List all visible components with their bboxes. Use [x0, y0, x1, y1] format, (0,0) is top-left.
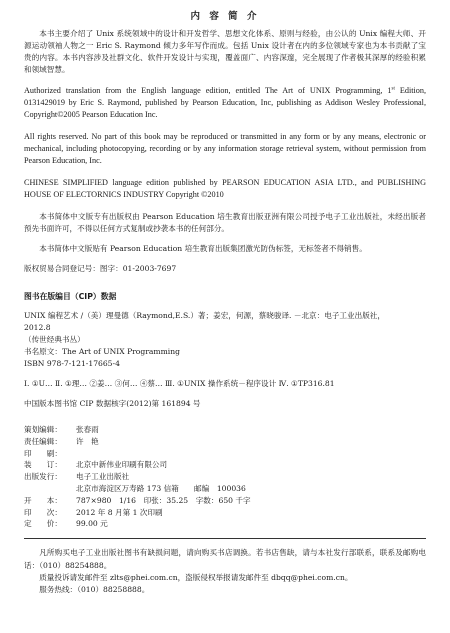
- divider: [24, 538, 426, 539]
- spec-value: 787×980 1/16 印张：35.25 字数：650 千字: [76, 495, 251, 505]
- authorized-text-a: Authorized translation from the English language edition, entitled The Art of UNIX Programming, 1: [24, 86, 392, 95]
- authorized-text-b: Edition, 0131429019 by Eric S. Raymond, published by Pearson Education, Inc, publishing as Addison Wesley Professional, Copyright©2005 Pearson Education Inc.: [24, 86, 426, 119]
- spec-value: 2012 年 8 月第 1 次印刷: [76, 507, 163, 517]
- spec-row: [24, 518, 426, 530]
- detail-label: 责任编辑：: [24, 436, 62, 446]
- detail-label: 策划编辑：: [24, 425, 62, 434]
- detail-row: [24, 448, 426, 460]
- footer-hotline: 服务热线：（010）88258888。: [39, 585, 150, 595]
- address-value: 北京市海淀区万寿路 173 信箱 邮编 100036: [76, 483, 246, 493]
- detail-row: [24, 471, 426, 483]
- publisher-address: [24, 483, 426, 495]
- contract-number: 版权贸易合同登记号：图字：01-2003-7697: [24, 264, 177, 273]
- cip-line: UNIX 编程艺术 /（美）理曼德（Raymond,E.S.）著；姜宏，何源，蔡晓骏译. －北京：电子工业出版社，: [24, 311, 385, 320]
- spec-row: [24, 507, 426, 519]
- cip-line: 书名原文：The Art of UNIX Programming: [24, 347, 180, 356]
- authorized-translation-paragraph: [24, 85, 426, 121]
- cip-line: 2012.8: [24, 323, 51, 332]
- spec-label: 开 本：: [24, 495, 62, 505]
- spec-label: 印 次：: [24, 507, 62, 517]
- spec-row: [24, 495, 426, 507]
- detail-label: 装 订：: [24, 460, 62, 470]
- cip-line: （传世经典书丛）: [24, 335, 85, 344]
- detail-row: [24, 436, 426, 448]
- spec-value: 99.00 元: [76, 519, 108, 529]
- edition-superscript: st: [391, 86, 395, 92]
- cip-classification: Ⅰ. ①U… Ⅱ. ①理… ②姜… ③何… ④蔡… Ⅲ. ①UNIX 操作系统－程序设计 Ⅳ. ①TP316.81: [24, 379, 335, 388]
- detail-label: 出版发行：: [24, 472, 62, 482]
- detail-label: 印 刷：: [24, 448, 62, 458]
- detail-value: 电子工业出版社: [76, 472, 130, 482]
- detail-value: 北京中新伟业印刷有限公司: [76, 460, 168, 470]
- cip-line: ISBN 978-7-121-17665-4: [24, 359, 120, 368]
- footer-replacement-note: 凡所购买电子工业出版社图书有缺损问题，请向购买书店调换。若书店售缺，请与本社发行部联系，联系及邮购电话：（010）88254888。: [24, 548, 426, 570]
- label-paragraph: 本书简体中文版贴有 Pearson Education 培生教育出版集团激光防伪标签，无标签者不得销售。: [39, 244, 367, 253]
- detail-value: 张春雨: [76, 425, 99, 434]
- footer-complaint-note: 质量投诉请发邮件至 zlts@phei.com.cn，盗版侵权举报请发邮件至 dbqq@phei.com.cn。: [39, 572, 353, 582]
- rights-paragraph: All rights reserved. No part of this book may be reproduced or transmitted in any form or by any means, electronic or mechanical, including photocopying, recording or by any information storage retrieval system, without permission from Pearson Education, Inc.: [24, 132, 426, 165]
- page-title: 内 容 简 介: [190, 11, 260, 22]
- cip-record-number: 中国版本图书馆 CIP 数据核字(2012)第 161894 号: [24, 399, 201, 408]
- publishing-details: [24, 424, 426, 530]
- cip-heading: 图书在版编目（CIP）数据: [24, 292, 117, 301]
- simplified-edition-paragraph: CHINESE SIMPLIFIED language edition published by PEARSON EDUCATION ASIA LTD., and PUBLISHING HOUSE OF ELECTORNICS INDUSTRY Copyright ©2010: [24, 178, 426, 199]
- license-paragraph: 本书简体中文版专有出版权由 Pearson Education 培生教育出版亚洲有限公司授予电子工业出版社，未经出版者预先书面许可，不得以任何方式复制或抄袭本书的任何部分。: [24, 212, 426, 233]
- detail-value: 许 艳: [76, 436, 99, 446]
- spec-label: 定 价：: [24, 519, 62, 529]
- intro-paragraph: 本书主要介绍了 Unix 系统领域中的设计和开发哲学、思想文化体系、原则与经验，由公认的 Unix 编程大师、开源运动领袖人物之一 Eric S. Raymond 倾力多年写作而成。包括 Unix 设计者在内的多位领域专家也为本书贡献了宝贵的内容。本书内容涉及社群文化、软件开发设计与实现，覆盖面广、内容深邃，完全展现了作者极其深厚的经验积累和领域智慧。: [24, 29, 426, 74]
- detail-row: [24, 459, 426, 471]
- detail-row: [24, 424, 426, 436]
